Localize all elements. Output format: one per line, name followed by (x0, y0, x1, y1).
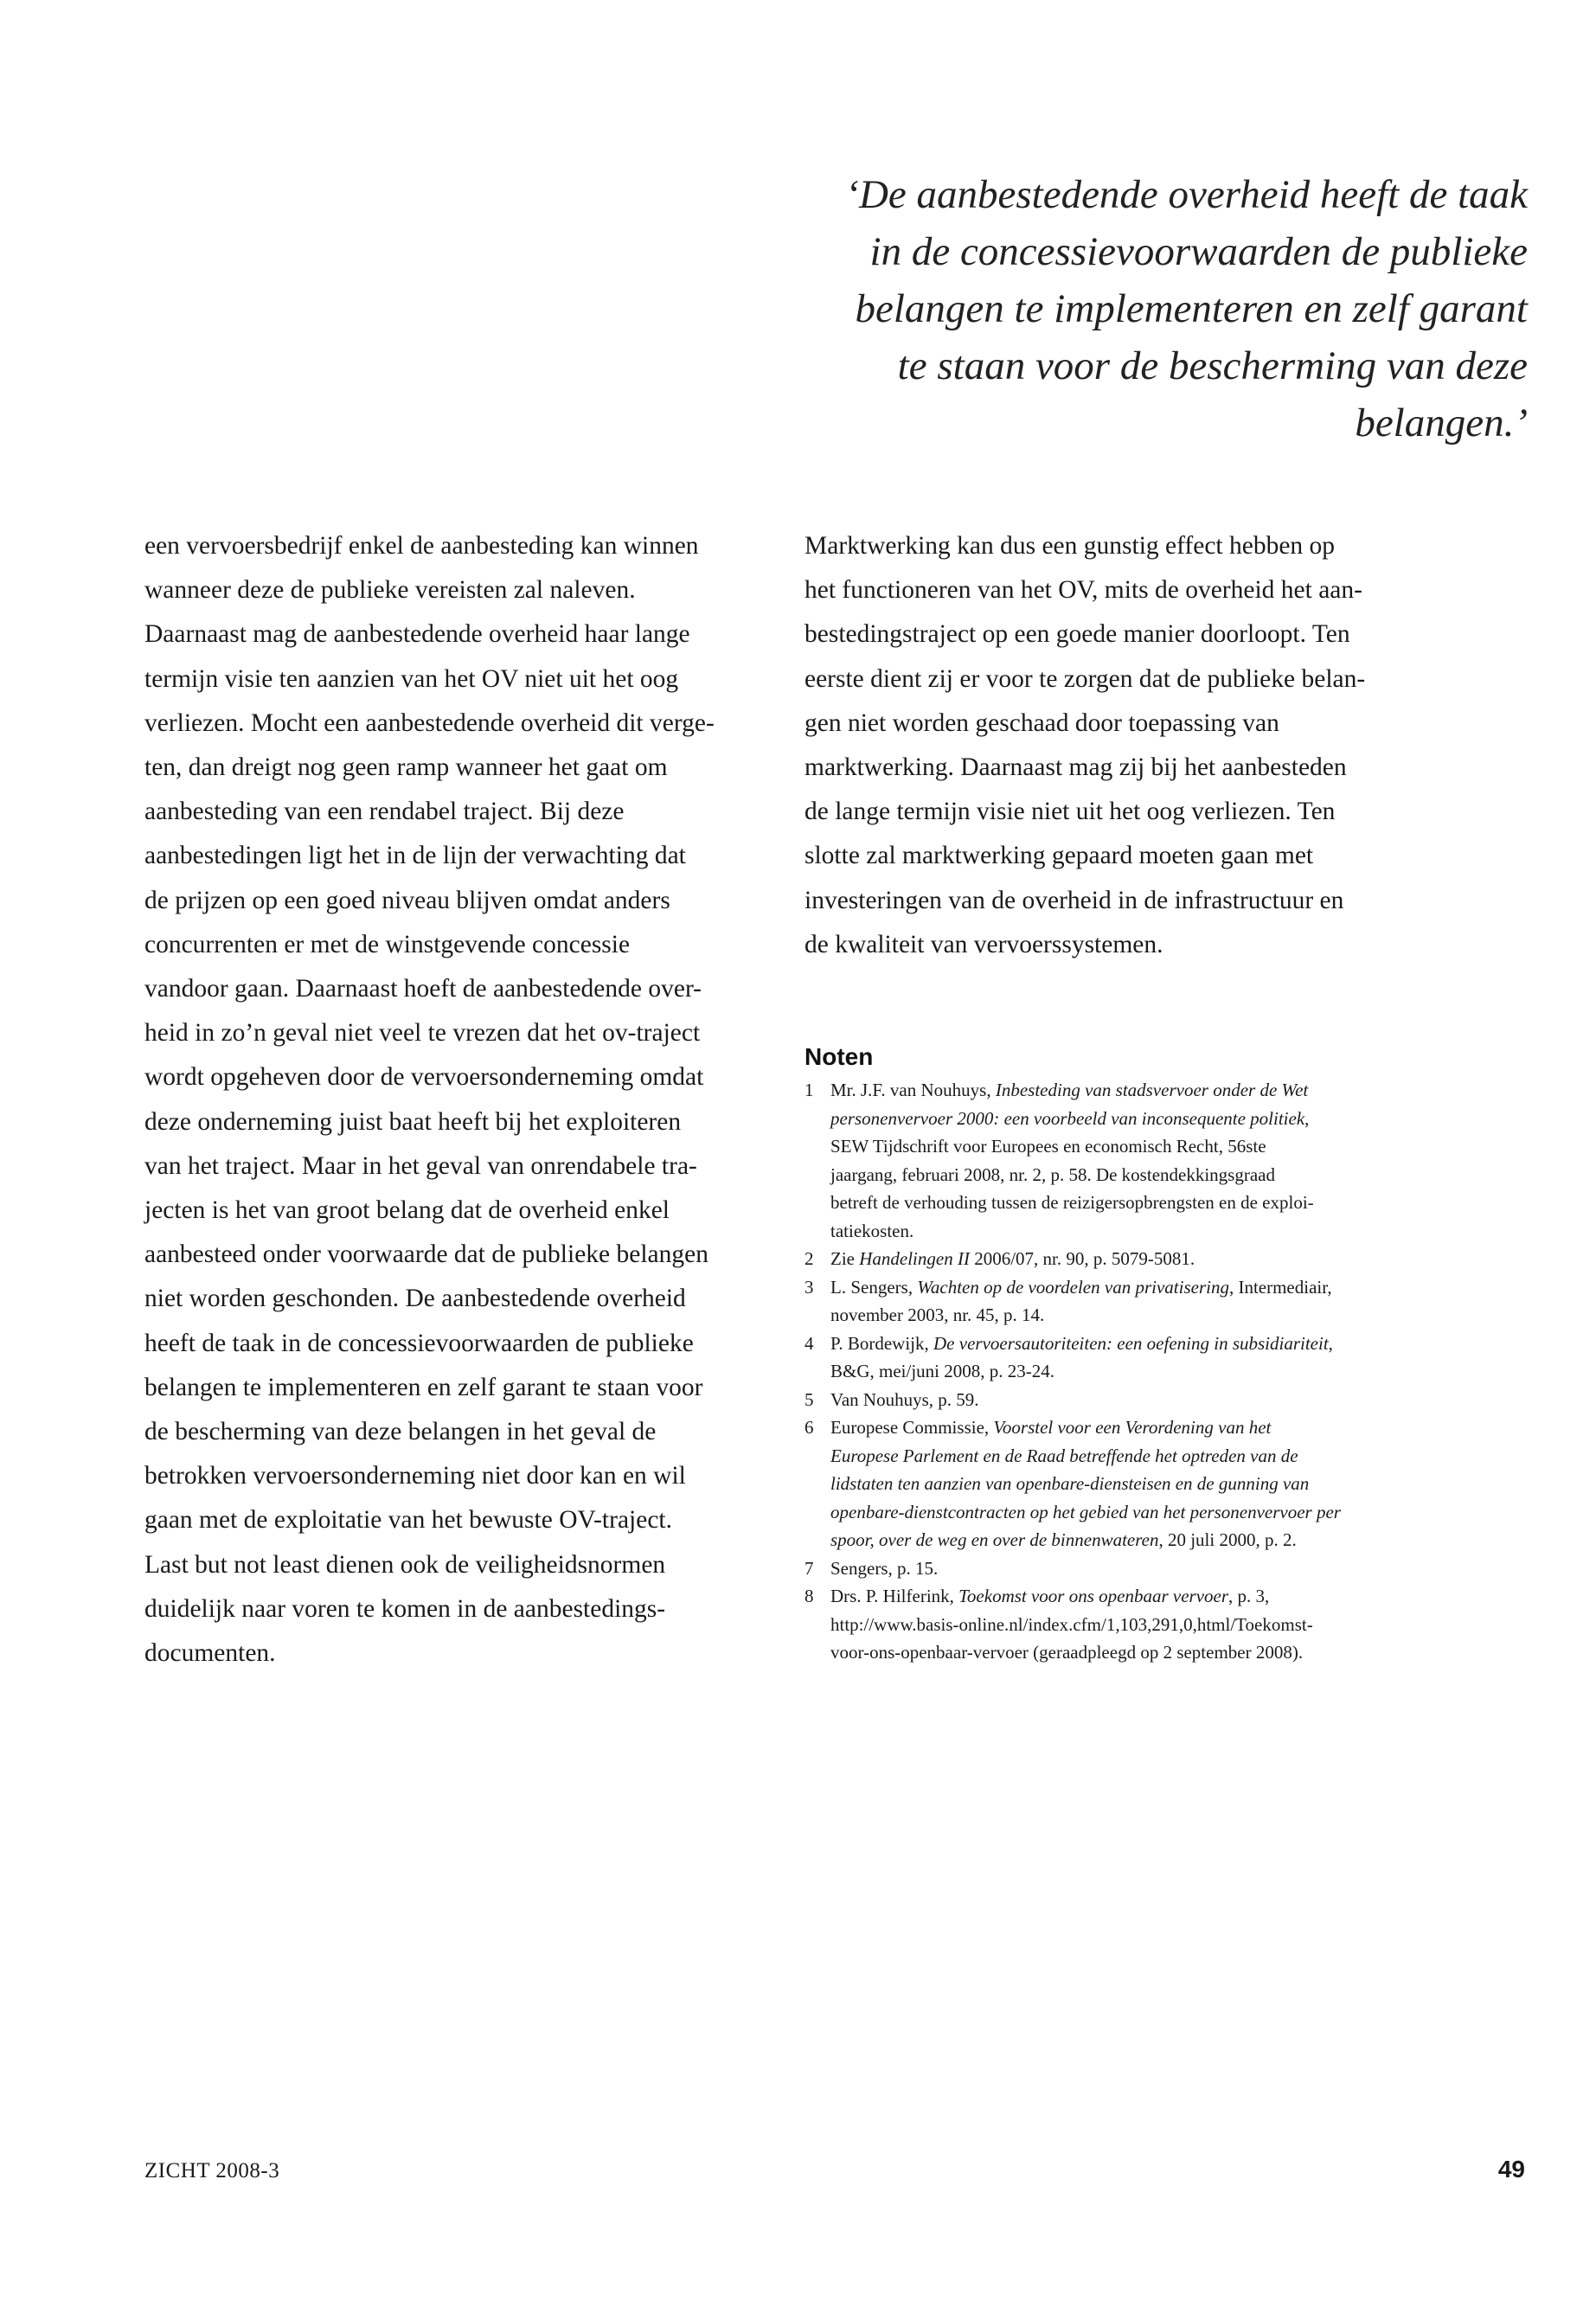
body-text-line: investeringen van de overheid in de infrastructuur en (804, 886, 1344, 914)
body-text-line: marktwerking. Daarnaast mag zij bij het aanbesteden (804, 753, 1347, 782)
body-text-line: van het traject. Maar in het geval van onrendabele tra- (144, 1151, 697, 1180)
body-text-line: termijn visie ten aanzien van het OV niet uit het oog (144, 664, 679, 693)
body-text-line: slotte zal marktwerking gepaard moeten gaan met (804, 842, 1314, 870)
footnote-title-italic: spoor, over de weg en over de binnenwateren (830, 1529, 1159, 1550)
body-text-line: Daarnaast mag de aanbestedende overheid haar lange (144, 620, 690, 649)
body-text-line: de prijzen op een goed niveau blijven omdat anders (144, 886, 670, 914)
footnote-text: jaargang, februari 2008, nr. 2, p. 58. De kostendekkingsgraad (830, 1163, 1275, 1185)
footnote-text: Zie (830, 1248, 860, 1269)
footnote-text: L. Sengers, (830, 1276, 918, 1298)
body-column-left (144, 524, 767, 1676)
footnote-item (804, 1273, 1427, 1330)
body-text-line: deze onderneming juist baat heeft bij het exploiteren (144, 1107, 682, 1136)
footnote-line (830, 1076, 1427, 1105)
body-text-line: concurrenten er met de winstgevende concessie (144, 930, 631, 958)
footnote-text: B&G, mei/juni 2008, p. 23-24. (830, 1361, 1054, 1381)
footnote-title-italic: Voorstel voor een Verordening van het (993, 1417, 1272, 1438)
body-text-line: Marktwerking kan dus een gunstig effect hebben op (804, 532, 1336, 560)
body-text-line: duidelijk naar voren te komen in de aanbestedings- (144, 1594, 666, 1623)
footnote-text: 2006/07, nr. 90, p. 5079-5081. (969, 1248, 1195, 1269)
footnote-line (830, 1105, 1427, 1133)
pull-quote-line: ‘De aanbestedende overheid heeft de taak (845, 172, 1528, 217)
pull-quote-line: in de concessievoorwaarden de publieke (869, 229, 1528, 274)
footnote-text: SEW Tijdschrift voor Europees en economisch Recht, 56ste (830, 1136, 1266, 1157)
footnote-number: 6 (804, 1417, 814, 1438)
page-number: 49 (1497, 2156, 1525, 2182)
footnote-title-italic: Europese Parlement en de Raad betreffende het optreden van de (830, 1445, 1298, 1466)
footnote-line (830, 1245, 1427, 1273)
footnote-number: 1 (804, 1080, 814, 1100)
footnote-title-italic: Wachten op de voordelen van privatisering (917, 1276, 1229, 1298)
footnote-text: , (1304, 1107, 1310, 1129)
body-text-line: belangen te implementeren en zelf garant te staan voor (144, 1373, 703, 1401)
body-text-line: wordt opgeheven door de vervoersonderneming omdat (144, 1063, 704, 1092)
footnote-number: 8 (804, 1586, 814, 1606)
footnote-title-italic: Toekomst voor ons openbaar vervoer (958, 1586, 1229, 1606)
footnote-number: 7 (804, 1557, 814, 1579)
pull-quote-line: te staan voor de bescherming van deze (897, 343, 1528, 388)
body-text-line: jecten is het van groot belang dat de overheid enkel (144, 1196, 670, 1225)
footnote-title-italic: lidstaten ten aanzien van openbare-diensteisen en de gunning van (830, 1473, 1310, 1494)
body-text-line: gen niet worden geschaad door toepassing van (804, 708, 1279, 737)
body-text-line: de kwaliteit van vervoerssystemen. (804, 930, 1163, 958)
body-text-line: ten, dan dreigt nog geen ramp wanneer het gaat om (144, 753, 668, 782)
footnote-line (830, 1498, 1427, 1527)
footnote-line (830, 1611, 1427, 1639)
footnote-item (804, 1245, 1427, 1273)
footnote-line (830, 1132, 1427, 1161)
body-text-line: wanneer deze de publieke vereisten zal naleven. (144, 576, 636, 605)
footnote-item (804, 1386, 1427, 1414)
footnote-line (830, 1554, 1427, 1583)
footnote-title-italic: De vervoersautoriteiten: een oefening in subsidiariteit (933, 1332, 1329, 1354)
body-text-line: het functioneren van het OV, mits de overheid het aan- (804, 576, 1362, 605)
footnote-text: Europese Commissie, (830, 1417, 994, 1438)
body-text-line: vandoor gaan. Daarnaast hoeft de aanbestedende over- (144, 975, 702, 1003)
body-text-line: aanbestedingen ligt het in de lijn der verwachting dat (144, 842, 686, 870)
footnote-text: , (1328, 1332, 1333, 1354)
footnote-line (830, 1357, 1427, 1386)
footnote-text: betreft de verhouding tussen de reizigersopbrengsten en de exploi- (830, 1192, 1314, 1213)
footnote-line (830, 1470, 1427, 1498)
footnote-text: Mr. J.F. van Nouhuys, (830, 1080, 996, 1100)
footnote-item (804, 1554, 1427, 1583)
footnote-item (804, 1582, 1427, 1667)
footnote-title-italic: openbare-dienstcontracten op het gebied van het personenvervoer per (830, 1501, 1341, 1522)
footnote-text: http://www.basis-online.nl/index.cfm/1,103,291,0,html/Toekomst- (830, 1613, 1313, 1635)
footnote-line (830, 1638, 1427, 1667)
body-text-line: heeft de taak in de concessievoorwaarden de publieke (144, 1329, 694, 1357)
footer-publication: ZICHT 2008-3 (144, 2159, 280, 2182)
body-text-line: eerste dient zij er voor te zorgen dat de publieke belan- (804, 664, 1366, 693)
body-text-line: de bescherming van deze belangen in het geval de (144, 1418, 657, 1446)
footnote-text: voor-ons-openbaar-vervoer (geraadpleegd op 2 september 2008). (830, 1642, 1304, 1663)
footnote-number: 4 (804, 1332, 814, 1354)
body-text-line: aanbesteed onder voorwaarde dat de publieke belangen (144, 1240, 708, 1269)
footnote-text: , 20 juli 2000, p. 2. (1158, 1529, 1297, 1550)
footnote-number: 5 (804, 1388, 814, 1410)
footnote-text: Drs. P. Hilferink, (830, 1586, 959, 1606)
footnote-line (830, 1386, 1427, 1414)
body-text-line: aanbesteding van een rendabel traject. Bij deze (144, 798, 625, 826)
footnote-title-italic: personenvervoer 2000: een voorbeeld van inconsequente politiek (830, 1107, 1305, 1129)
pull-quote-line: belangen.’ (1355, 401, 1528, 445)
footnote-line (830, 1161, 1427, 1189)
footnote-line (830, 1442, 1427, 1471)
footnote-line (830, 1301, 1427, 1330)
footnote-line (830, 1217, 1427, 1246)
body-text-line: de lange termijn visie niet uit het oog verliezen. Ten (804, 798, 1336, 826)
notes-section (804, 1038, 1427, 1667)
footnote-text: P. Bordewijk, (830, 1332, 934, 1354)
body-text-line: gaan met de exploitatie van het bewuste OV-traject. (144, 1506, 672, 1535)
notes-heading: Noten (804, 1043, 874, 1070)
pull-quote (779, 166, 1528, 452)
notes-list (804, 1076, 1427, 1667)
footnote-line (830, 1582, 1427, 1611)
footnote-line (830, 1330, 1427, 1358)
footnote-text: , Intermediair, (1228, 1276, 1332, 1298)
footnote-text: Sengers, p. 15. (830, 1557, 939, 1579)
body-text-line: Last but not least dienen ook de veiligheidsnormen (144, 1550, 666, 1579)
footnote-text: tatiekosten. (830, 1220, 914, 1241)
pull-quote-line: belangen te implementeren en zelf garant (855, 286, 1528, 331)
footnote-line (830, 1526, 1427, 1554)
footnote-text: , p. 3, (1228, 1586, 1270, 1606)
body-text-line: heid in zo’n geval niet veel te vrezen dat het ov-traject (144, 1019, 701, 1048)
footnote-line (830, 1273, 1427, 1302)
body-text-line: bestedingstraject op een goede manier doorloopt. Ten (804, 620, 1350, 649)
body-text-line: niet worden geschonden. De aanbestedende overheid (144, 1285, 686, 1313)
footnote-text: november 2003, nr. 45, p. 14. (830, 1304, 1045, 1325)
footnote-line (830, 1189, 1427, 1217)
footnote-text: Van Nouhuys, p. 59. (830, 1388, 979, 1410)
footnote-title-italic: Inbesteding van stadsvervoer onder de Wet (995, 1080, 1309, 1100)
footnote-line (830, 1413, 1427, 1442)
footnote-item (804, 1076, 1427, 1245)
footnote-item (804, 1330, 1427, 1386)
body-text-line: een vervoersbedrijf enkel de aanbesteding kan winnen (144, 532, 699, 560)
footnote-title-italic: Handelingen II (859, 1248, 970, 1269)
body-text-line: verliezen. Mocht een aanbestedende overheid dit verge- (144, 708, 715, 737)
body-text-line: documenten. (144, 1639, 276, 1668)
body-column-right (804, 524, 1427, 967)
body-text-line: betrokken vervoersonderneming niet door kan en wil (144, 1462, 686, 1490)
footnote-number: 2 (804, 1248, 814, 1269)
footnote-number: 3 (804, 1276, 814, 1298)
footnote-item (804, 1413, 1427, 1554)
